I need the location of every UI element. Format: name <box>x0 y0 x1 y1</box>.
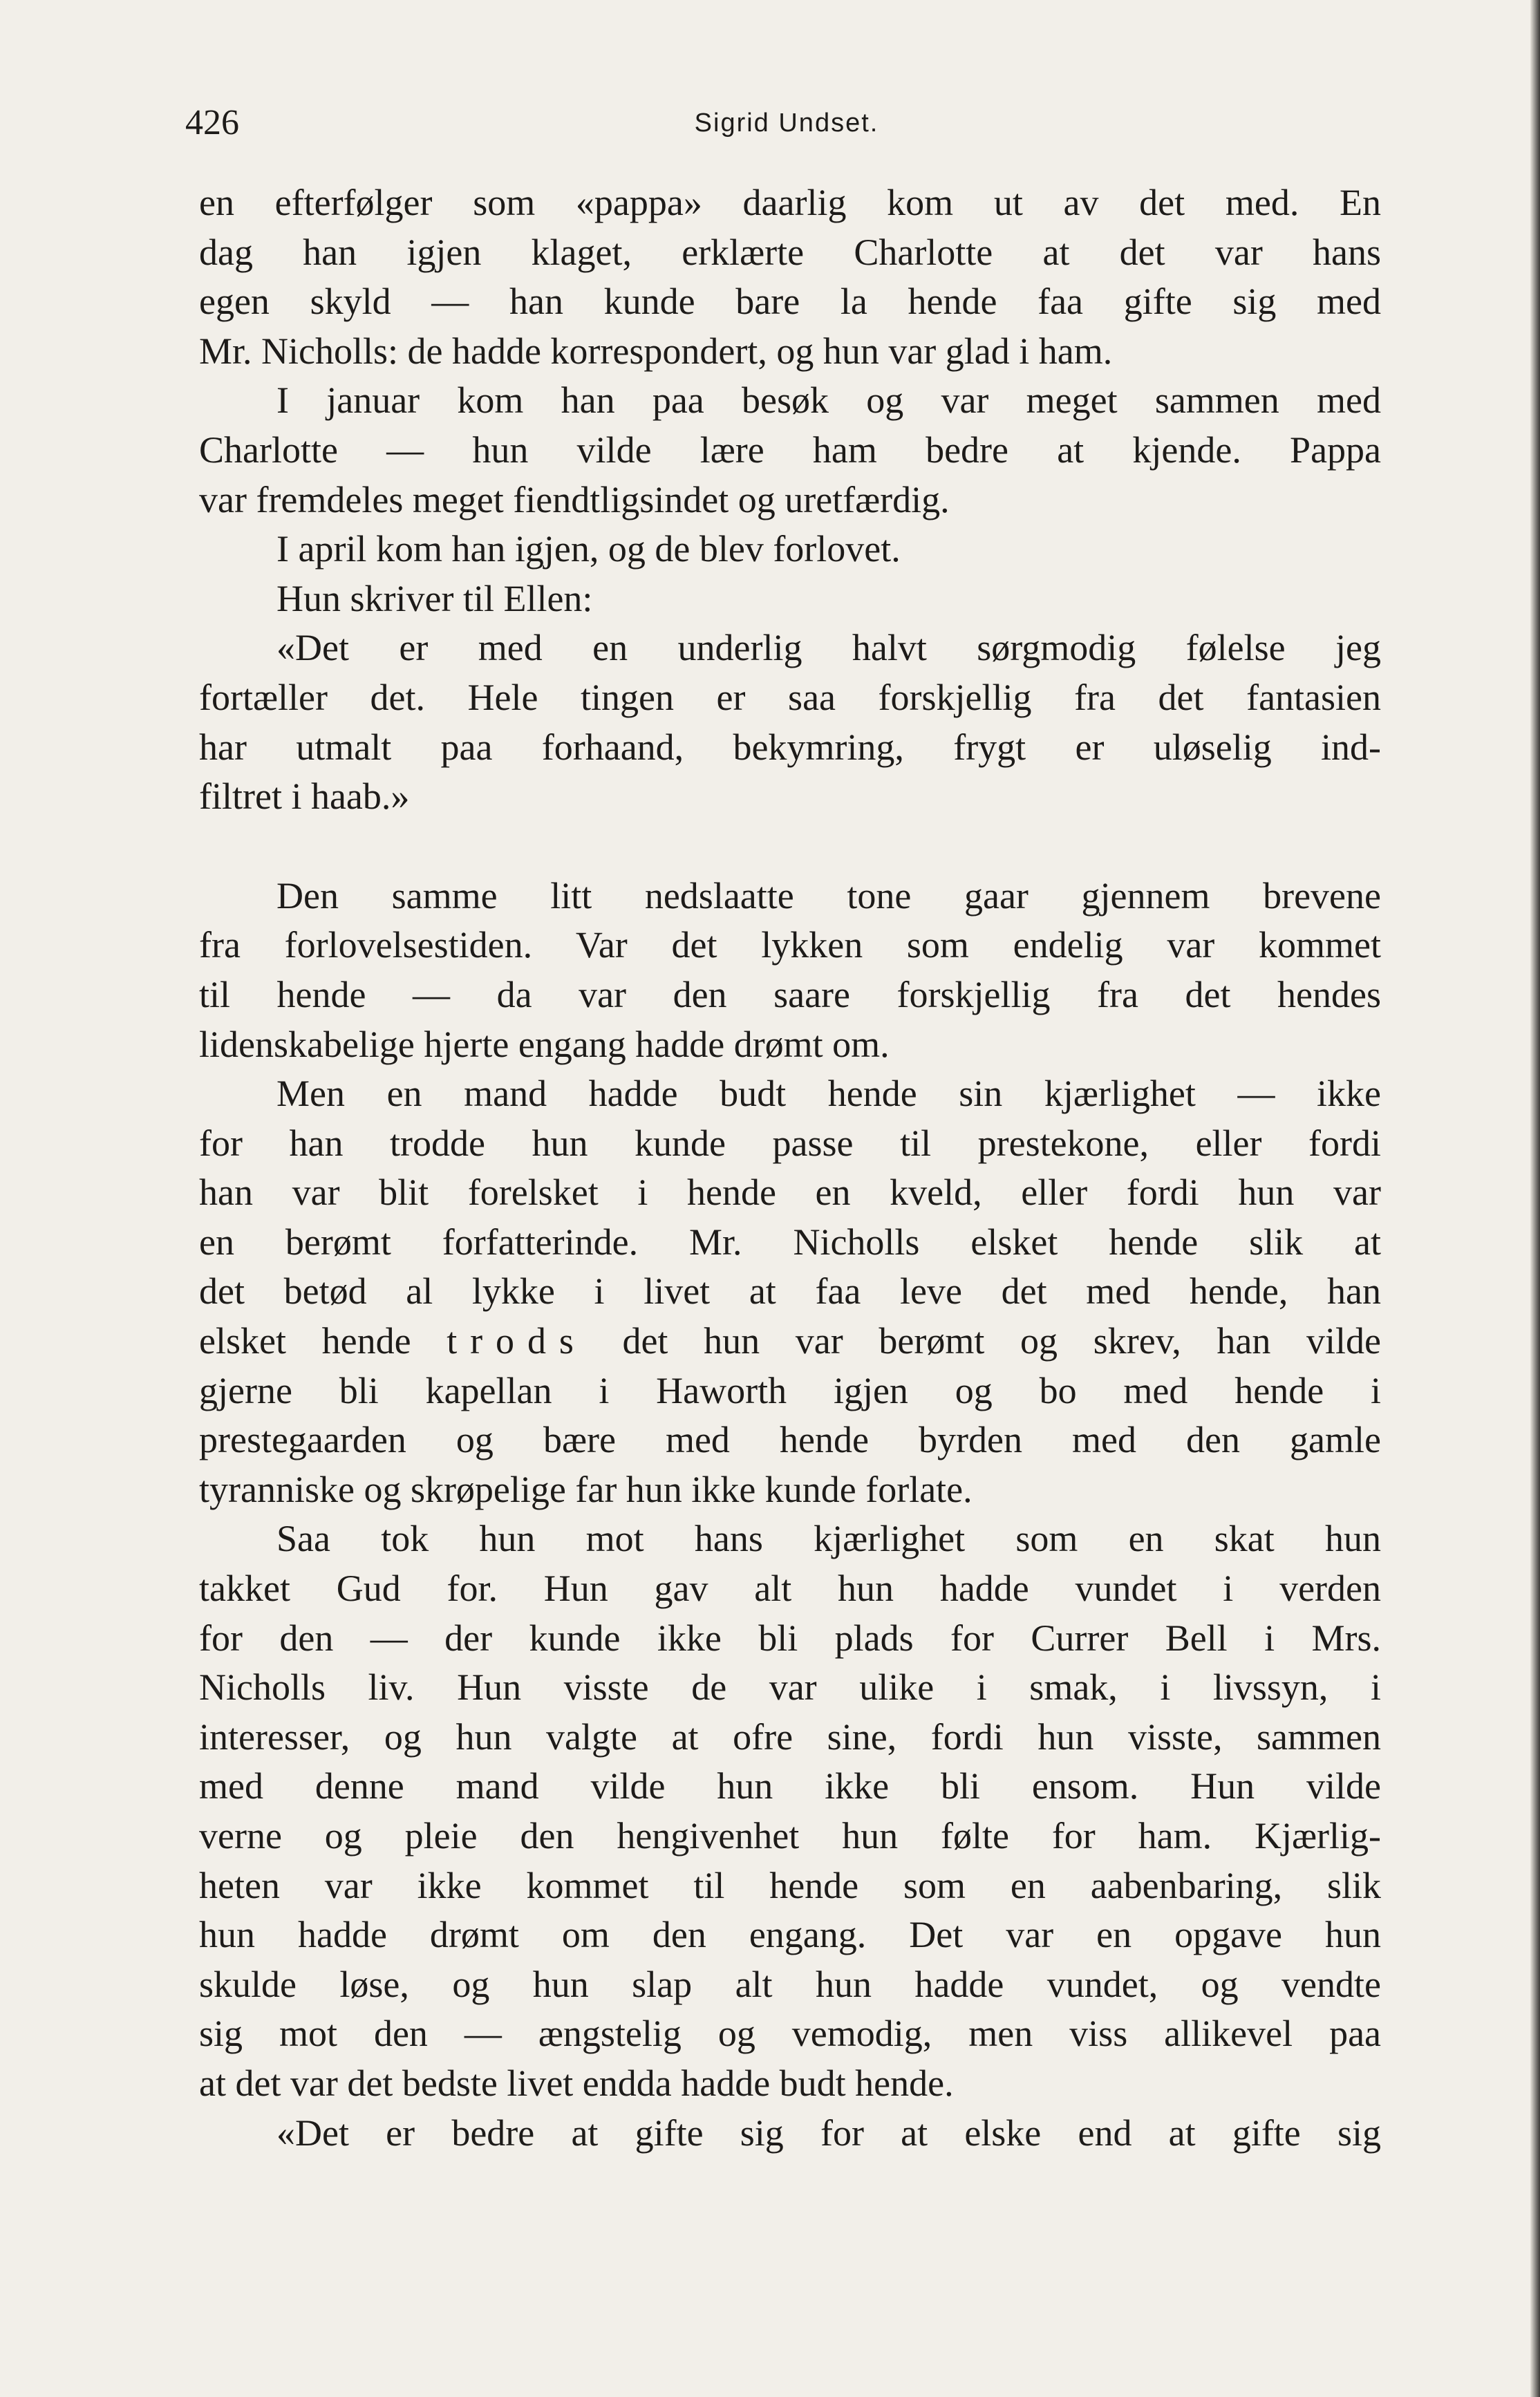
text-line: for han trodde hun kunde passe til prestekone, eller fordi <box>199 1122 1381 1164</box>
text-line: Saa tok hun mot hans kjærlighet som en skat hun <box>276 1518 1381 1560</box>
quote-line: filtret i haab.» <box>199 776 410 818</box>
quote-line: «Det er med en underlig halvt sørgmodig følelse jeg <box>276 627 1381 669</box>
text-line: en efterfølger som «pappa» daarlig kom ut av det med. En <box>199 182 1381 223</box>
quote-line: har utmalt paa forhaand, bekymring, frygt er uløselig ind- <box>199 726 1381 768</box>
text-line: interesser, og hun valgte at ofre sine, fordi hun visste, sammen <box>199 1716 1381 1758</box>
page-edge-shadow <box>1530 0 1540 2397</box>
text-line: skulde løse, og hun slap alt hun hadde vundet, og vendte <box>199 1963 1381 2005</box>
quote-line: fortæller det. Hele tingen er saa forskjellig fra det fantasien <box>199 676 1381 718</box>
text-line: det betød al lykke i livet at faa leve det med hende, han <box>199 1270 1381 1313</box>
text-line: Men en mand hadde budt hende sin kjærlighet — ikke <box>276 1073 1381 1115</box>
text-line: takket Gud for. Hun gav alt hun hadde vundet i verden <box>199 1568 1381 1610</box>
text-line: hun hadde drømt om den engang. Det var en opgave hun <box>199 1914 1381 1956</box>
page-number: 426 <box>185 103 239 142</box>
emphasized-word: trods <box>447 1320 587 1362</box>
text-line: med denne mand vilde hun ikke bli ensom. Hun vilde <box>199 1765 1381 1807</box>
text-line: Nicholls liv. Hun visste de var ulike i smak, i livssyn, i <box>199 1666 1381 1709</box>
text-line: verne og pleie den hengivenhet hun følte for ham. Kjærlig- <box>199 1815 1381 1856</box>
text-line: Den samme litt nedslaatte tone gaar gjennem brevene <box>276 874 1381 916</box>
text-line: gjerne bli kapellan i Haworth igjen og bo med hende i <box>199 1369 1381 1411</box>
text-line: tyranniske og skrøpelige far hun ikke kunde forlate. <box>199 1468 973 1510</box>
text-line: han var blit forelsket i hende en kveld, eller fordi hun var <box>199 1172 1381 1214</box>
running-head: Sigrid Undset. <box>694 109 879 138</box>
text-line: prestegaarden og bære med hende byrden med den gamle <box>199 1419 1381 1461</box>
text-line: at det var det bedste livet endda hadde budt hende. <box>199 2062 954 2104</box>
text-segment: elsket hende <box>199 1320 447 1362</box>
text-line: en berømt forfatterinde. Mr. Nicholls elsket hende slik at <box>199 1221 1381 1263</box>
text-line: egen skyld — han kunde bare la hende faa gifte sig med <box>199 281 1381 323</box>
text-line: til hende — da var den saare forskjellig fra det hendes <box>199 973 1381 1015</box>
page-header <box>185 95 1388 151</box>
text-segment: det hun var berømt og skrev, han vilde <box>586 1320 1381 1362</box>
text-line: for den — der kunde ikke bli plads for Currer Bell i Mrs. <box>199 1617 1381 1659</box>
text-line <box>199 1317 1381 1366</box>
text-line: fra forlovelsestiden. Var det lykken som endelig var kommet <box>199 924 1381 966</box>
text-line: lidenskabelige hjerte engang hadde drømt om. <box>199 1023 890 1065</box>
quote-line: «Det er bedre at gifte sig for at elske end at gifte sig <box>276 2112 1381 2154</box>
text-line: Charlotte — hun vilde lære ham bedre at kjende. Pappa <box>199 429 1381 471</box>
text-line: heten var ikke kommet til hende som en aabenbaring, slik <box>199 1864 1381 1906</box>
text-line: dag han igjen klaget, erklærte Charlotte at det var hans <box>199 231 1381 273</box>
text-line: sig mot den — ængstelig og vemodig, men viss allikevel paa <box>199 2013 1381 2055</box>
text-line: var fremdeles meget fiendtligsindet og uretfærdig. <box>199 478 950 520</box>
section-gap <box>199 822 1381 872</box>
text-line: I januar kom han paa besøk og var meget sammen med <box>276 379 1381 422</box>
body-text <box>199 178 1381 2158</box>
text-line: Hun skriver til Ellen: <box>276 577 593 619</box>
text-line: Mr. Nicholls: de hadde korrespondert, og hun var glad i ham. <box>199 330 1113 372</box>
text-line: I april kom han igjen, og de blev forlovet. <box>276 528 901 570</box>
